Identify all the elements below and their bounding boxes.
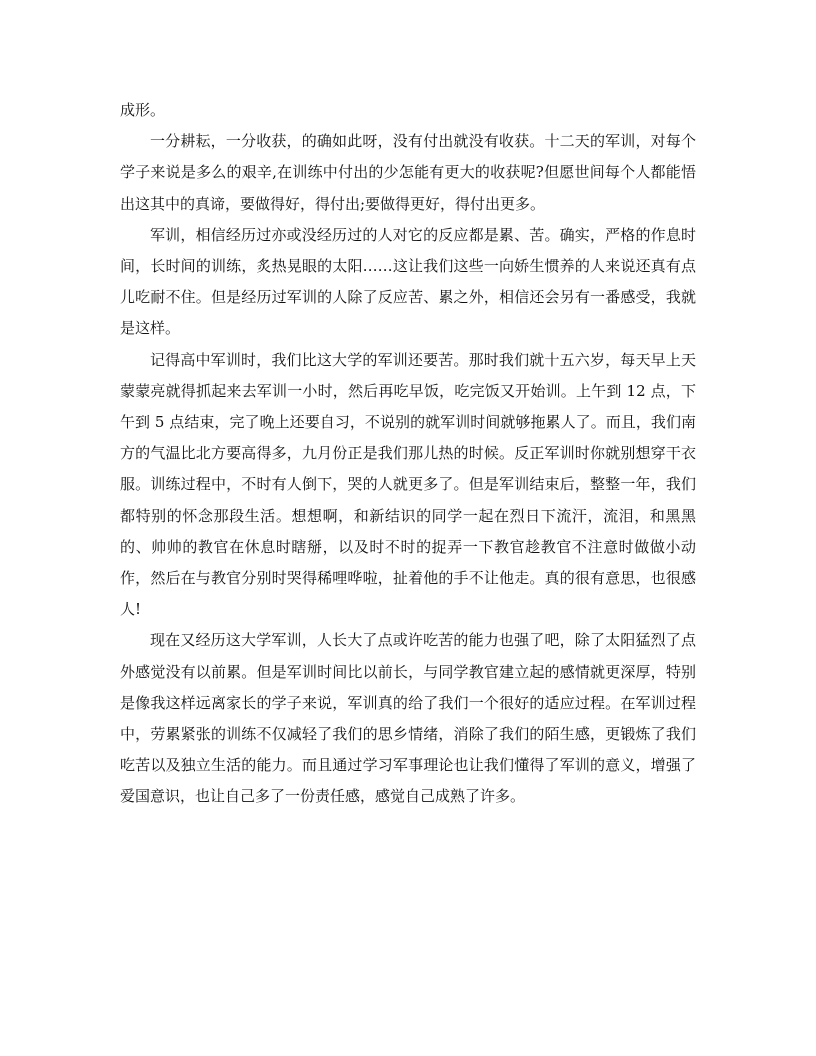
paragraph-fragment: 成形。 [120, 101, 166, 119]
paragraph: 现在又经历这大学军训，人长大了点或许吃苦的能力也强了吧，除了太阳猛烈了点外感觉没有以前累。但是军训时间比以前长，与同学教官建立起的感情就更深厚，特别是像我这样远离家长的学子来说，军训真的给了我们一个很好的适应过程。在军训过程中，劳累紧张的训练不仅减轻了我们的思乡情绪，消除了我们的陌生感，更锻炼了我们吃苦以及独立生活的能力。而且通过学习军事理论也让我们懂得了军训的意义，增强了爱国意识，也让自己多了一份责任感，感觉自己成熟了许多。 [120, 631, 696, 806]
paragraph: 军训，相信经历过亦或没经历过的人对它的反应都是累、苦。确实，严格的作息时间，长时间的训练，炙热晃眼的太阳……这让我们这些一向娇生惯养的人来说还真有点儿吃耐不住。但是经历过军训的人除了反应苦、累之外，相信还会另有一番感受，我就是这样。 [120, 225, 696, 338]
paragraph: 记得高中军训时，我们比这大学的军训还要苦。那时我们就十五六岁，每天早上天蒙蒙亮就得抓起来去军训一小时，然后再吃早饭，吃完饭又开始训。上午到 12 点，下午到 5 点结束，完了晚上还要自习，不说别的就军训时间就够拖累人了。而且，我们南方的气温比北方要高得多，九月份正是我们那儿热的时候。反正军训时你就别想穿干衣服。训练过程中，不时有人倒下，哭的人就更多了。但是军训结束后，整整一年，我们都特别的怀念那段生活。想想啊，和新结识的同学一起在烈日下流汗，流泪，和黑黑的、帅帅的教官在休息时瞎掰，以及时不时的捉弄一下教官趁教官不注意时做做小动作，然后在与教官分别时哭得稀哩哗啦，扯着他的手不让他走。真的很有意思，也很感人! [120, 350, 696, 619]
paragraph: 一分耕耘，一分收获，的确如此呀，没有付出就没有收获。十二天的军训，对每个学子来说是多么的艰辛,在训练中付出的少怎能有更大的收获呢?但愿世间每个人都能悟出这其中的真谛，要做得好，得付出;要做得更好，得付出更多。 [120, 132, 696, 213]
document-page [120, 95, 696, 813]
